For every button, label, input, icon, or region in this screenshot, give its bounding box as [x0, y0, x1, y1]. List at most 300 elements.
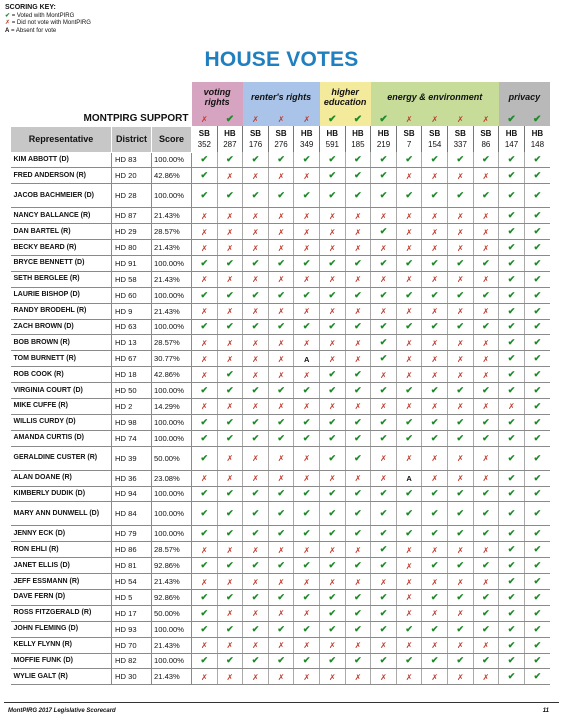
table-row	[11, 414, 551, 430]
check-icon: ✔	[226, 528, 234, 539]
vote-cell	[268, 240, 294, 256]
check-icon: ✔	[277, 623, 285, 634]
vote-cell	[192, 470, 218, 486]
vote-cell	[243, 621, 269, 637]
vote-cell	[268, 502, 294, 526]
cross-icon: ✗	[303, 545, 311, 555]
vote-cell	[345, 574, 371, 590]
bill-type: HB	[531, 129, 544, 138]
vote-cell	[320, 574, 346, 590]
bill-header	[217, 126, 243, 152]
cross-icon: ✗	[200, 474, 208, 484]
absent-marker: A	[5, 27, 10, 34]
cross-icon: ✗	[252, 474, 259, 484]
score-cell: 100.00%	[152, 383, 192, 399]
cross-icon: ✗	[456, 338, 464, 348]
check-icon: ✔	[302, 154, 311, 165]
district-cell: HD 74	[112, 430, 152, 446]
bill-number: 148	[530, 140, 545, 149]
table-row	[11, 486, 551, 502]
cross-icon: ✗	[482, 243, 490, 253]
cross-icon: ✗	[200, 275, 208, 285]
vote-cell	[268, 414, 294, 430]
vote-cell	[422, 558, 448, 574]
representative-name: SETH BERGLEE (R)	[11, 271, 112, 287]
vote-cell	[473, 414, 499, 430]
vote-cell	[294, 224, 320, 240]
check-icon: ✔	[379, 607, 388, 618]
vote-cell	[192, 502, 218, 526]
vote-cell	[192, 605, 218, 621]
check-icon: ✔	[507, 385, 516, 396]
check-icon: ✔	[328, 289, 337, 300]
cross-icon: ✗	[252, 370, 259, 380]
table-row	[11, 621, 551, 637]
cross-icon: ✗	[482, 338, 490, 348]
check-icon: ✔	[533, 289, 542, 300]
cross-icon: ✗	[226, 338, 234, 348]
vote-cell	[320, 319, 346, 335]
check-icon: ✔	[456, 190, 465, 201]
check-icon: ✔	[226, 154, 234, 165]
check-icon: ✔	[507, 560, 516, 571]
cross-icon: ✗	[456, 211, 464, 221]
check-icon: ✔	[405, 289, 413, 300]
vote-cell	[524, 414, 550, 430]
table-row	[11, 398, 551, 414]
vote-cell	[294, 526, 320, 542]
representative-name: JACOB BACHMEIER (D)	[11, 184, 112, 208]
vote-cell	[448, 653, 474, 669]
check-icon: ✔	[200, 591, 209, 602]
vote-cell	[422, 287, 448, 303]
cross-icon: ✗	[380, 370, 387, 380]
check-icon: ✔	[277, 385, 285, 396]
vote-cell	[268, 526, 294, 542]
check-icon: ✔	[328, 528, 337, 539]
support-cell	[473, 112, 499, 126]
vote-cell	[371, 470, 397, 486]
vote-cell	[243, 240, 269, 256]
bill-number: 352	[197, 140, 211, 149]
cross-icon: ✗	[456, 545, 464, 555]
bill-type: SB	[403, 129, 415, 138]
check-icon: ✔	[532, 113, 542, 125]
cross-icon: ✗	[431, 307, 439, 317]
check-icon: ✔	[507, 655, 516, 666]
vote-cell	[524, 335, 550, 351]
cross-icon: ✗	[431, 338, 439, 348]
cross-icon: ✗	[303, 577, 311, 587]
district-cell: HD 83	[112, 152, 152, 168]
vote-cell	[268, 367, 294, 383]
check-icon: ✔	[533, 655, 542, 666]
vote-cell	[448, 430, 474, 446]
check-icon: ✔	[302, 432, 311, 443]
vote-cell	[243, 558, 269, 574]
check-icon: ✔	[302, 623, 311, 634]
vote-cell	[422, 574, 448, 590]
vote-cell	[396, 398, 422, 414]
score-cell: 50.00%	[152, 605, 192, 621]
check-icon: ✔	[533, 273, 542, 284]
cross-icon: ✗	[405, 577, 413, 587]
bill-number: 219	[376, 140, 391, 149]
vote-cell	[448, 470, 474, 486]
check-icon: ✔	[379, 170, 388, 181]
vote-cell	[396, 208, 422, 224]
check-icon: ✔	[302, 508, 311, 519]
check-icon: ✔	[328, 432, 337, 443]
vote-cell	[396, 653, 422, 669]
vote-cell	[371, 398, 397, 414]
vote-cell	[320, 287, 346, 303]
cross-icon: ✗	[303, 171, 311, 181]
cross-icon: ✗	[405, 114, 413, 124]
vote-cell	[371, 271, 397, 287]
check-icon: ✔	[379, 337, 388, 348]
vote-cell	[345, 351, 371, 367]
vote-cell	[499, 414, 525, 430]
check-icon: ✔	[507, 170, 516, 181]
vote-cell	[345, 367, 371, 383]
vote-cell	[448, 184, 474, 208]
vote-cell	[499, 383, 525, 399]
cross-icon: ✗	[252, 454, 259, 464]
vote-cell	[192, 414, 218, 430]
representative-name: ROSS FITZGERALD (R)	[11, 605, 112, 621]
cross-icon: ✗	[200, 307, 208, 317]
check-icon: ✔	[379, 528, 388, 539]
vote-cell	[217, 589, 243, 605]
vote-cell	[294, 367, 320, 383]
vote-cell	[396, 574, 422, 590]
check-icon: ✔	[302, 560, 311, 571]
vote-cell	[268, 168, 294, 184]
score-cell: 21.43%	[152, 669, 192, 685]
check-icon: ✔	[277, 321, 285, 332]
check-icon: ✔	[533, 242, 542, 252]
check-icon: ✔	[328, 113, 337, 125]
check-icon: ✔	[507, 416, 516, 427]
vote-cell	[192, 255, 218, 271]
vote-cell	[473, 669, 499, 685]
vote-cell	[217, 184, 243, 208]
support-cell	[192, 112, 218, 126]
district-cell: HD 82	[112, 653, 152, 669]
check-icon: ✔	[533, 170, 542, 181]
scoring-key-item	[5, 13, 91, 21]
vote-cell	[396, 287, 422, 303]
table-row	[11, 589, 551, 605]
check-icon: ✔	[277, 257, 285, 268]
scoring-key-item	[5, 28, 91, 36]
district-cell: HD 18	[112, 367, 152, 383]
check-icon: ✔	[533, 560, 542, 571]
district-cell: HD 2	[112, 398, 152, 414]
support-cell	[396, 112, 422, 126]
vote-cell	[320, 486, 346, 502]
vote-cell	[422, 653, 448, 669]
house-votes-table	[10, 82, 550, 685]
representative-name: KIMBERLY DUDIK (D)	[11, 486, 112, 502]
cross-icon: ✗	[226, 275, 234, 285]
vote-cell	[499, 287, 525, 303]
cross-icon: ✗	[431, 211, 439, 221]
check-icon: ✔	[354, 508, 362, 519]
check-icon: ✔	[430, 289, 439, 300]
cross-icon: ✗	[482, 114, 490, 124]
vote-cell	[524, 287, 550, 303]
check-icon: ✔	[251, 416, 260, 427]
bill-type: HB	[352, 129, 364, 138]
absent-marker: A	[406, 474, 412, 484]
check-icon: ✔	[302, 528, 311, 539]
check-icon: ✔	[456, 591, 465, 602]
vote-cell	[268, 398, 294, 414]
check-icon: ✔	[533, 337, 542, 348]
cross-icon: ✗	[405, 211, 413, 221]
vote-cell	[294, 558, 320, 574]
vote-cell	[345, 637, 371, 653]
cross-icon: ✗	[380, 275, 387, 285]
check-icon: ✔	[226, 508, 234, 519]
score-cell: 100.00%	[152, 430, 192, 446]
check-icon: ✔	[354, 488, 362, 499]
check-icon: ✔	[354, 369, 362, 380]
vote-cell	[396, 224, 422, 240]
vote-cell	[422, 184, 448, 208]
vote-cell	[294, 398, 320, 414]
cross-icon: ✗	[303, 275, 311, 285]
vote-cell	[371, 255, 397, 271]
cross-icon: ✗	[380, 474, 387, 484]
vote-cell	[499, 669, 525, 685]
check-icon: ✔	[430, 154, 439, 165]
check-icon: ✔	[302, 321, 311, 332]
vote-cell	[422, 470, 448, 486]
vote-cell	[217, 446, 243, 470]
cross-icon: ✗	[456, 577, 464, 587]
vote-cell	[217, 486, 243, 502]
vote-cell	[473, 470, 499, 486]
cross-icon: ✗	[303, 672, 311, 682]
representative-name: MIKE CUFFE (R)	[11, 398, 112, 414]
table-row	[11, 558, 551, 574]
bill-type: SB	[275, 129, 287, 138]
check-icon: ✔	[302, 591, 311, 602]
check-icon: ✔	[430, 488, 439, 499]
vote-cell	[524, 470, 550, 486]
vote-cell	[294, 255, 320, 271]
check-icon: ✔	[251, 257, 260, 268]
check-icon: ✔	[354, 623, 362, 634]
check-icon: ✔	[533, 226, 542, 237]
check-icon: ✔	[226, 623, 234, 634]
vote-cell	[268, 184, 294, 208]
cross-icon: ✗	[252, 672, 259, 682]
vote-cell	[320, 414, 346, 430]
vote-cell	[243, 184, 269, 208]
check-icon: ✔	[277, 416, 285, 427]
vote-cell	[473, 152, 499, 168]
bill-type: SB	[249, 129, 262, 138]
vote-cell	[243, 653, 269, 669]
vote-cell	[192, 446, 218, 470]
vote-cell	[396, 303, 422, 319]
check-icon: ✔	[533, 416, 542, 427]
vote-cell	[473, 184, 499, 208]
vote-cell	[294, 240, 320, 256]
vote-cell	[422, 224, 448, 240]
vote-cell	[473, 621, 499, 637]
vote-cell	[268, 589, 294, 605]
district-cell: HD 58	[112, 271, 152, 287]
table-body	[11, 152, 551, 685]
vote-cell	[396, 558, 422, 574]
vote-cell	[217, 653, 243, 669]
vote-cell	[294, 335, 320, 351]
vote-cell	[294, 470, 320, 486]
column-header-score: Score	[152, 126, 192, 152]
cross-icon: ✗	[456, 370, 464, 380]
check-icon: ✔	[430, 508, 439, 519]
vote-cell	[371, 367, 397, 383]
cross-icon: ✗	[405, 227, 413, 237]
cross-icon: ✗	[354, 545, 362, 555]
cross-icon: ✗	[200, 211, 208, 221]
vote-cell	[345, 526, 371, 542]
vote-cell	[524, 502, 550, 526]
check-icon: ✔	[379, 508, 388, 519]
vote-cell	[499, 526, 525, 542]
check-icon: ✔	[379, 655, 388, 666]
vote-cell	[448, 398, 474, 414]
vote-cell	[371, 502, 397, 526]
vote-cell	[320, 558, 346, 574]
cross-icon: ✗	[252, 577, 259, 587]
check-icon: ✔	[200, 385, 209, 396]
cross-icon: ✗	[252, 354, 259, 364]
table-row	[11, 430, 551, 446]
cross-icon: ✗	[354, 641, 362, 651]
check-icon: ✔	[251, 289, 260, 300]
vote-cell	[192, 430, 218, 446]
vote-cell	[345, 414, 371, 430]
representative-name: WYLIE GALT (R)	[11, 669, 112, 685]
cross-icon: ✗	[252, 545, 259, 555]
vote-cell	[473, 574, 499, 590]
cross-icon: ✗	[226, 307, 234, 317]
vote-cell	[473, 335, 499, 351]
support-cell	[294, 112, 320, 126]
vote-cell	[243, 414, 269, 430]
vote-cell	[524, 367, 550, 383]
check-icon: ✔	[354, 257, 362, 268]
cross-icon: ✗	[226, 402, 234, 412]
bill-header	[243, 126, 269, 152]
cross-icon: ✗	[277, 545, 285, 555]
score-cell: 100.00%	[152, 486, 192, 502]
vote-cell	[268, 558, 294, 574]
cross-icon: ✗	[431, 609, 439, 619]
vote-cell	[192, 486, 218, 502]
vote-cell	[217, 303, 243, 319]
check-icon: ✔	[533, 210, 542, 221]
vote-cell	[422, 319, 448, 335]
vote-cell	[320, 335, 346, 351]
vote-cell	[371, 240, 397, 256]
check-icon: ✔	[405, 416, 413, 427]
table-row	[11, 351, 551, 367]
bill-header	[268, 126, 294, 152]
score-cell: 100.00%	[152, 526, 192, 542]
cross-icon: ✗	[252, 609, 259, 619]
cross-icon: ✗	[405, 354, 413, 364]
vote-cell	[243, 542, 269, 558]
cross-icon: ✗	[252, 402, 259, 412]
district-cell: HD 91	[112, 255, 152, 271]
check-icon: ✔	[226, 591, 234, 602]
vote-cell	[422, 367, 448, 383]
cross-icon: ✗	[482, 227, 490, 237]
vote-cell	[192, 526, 218, 542]
vote-cell	[499, 446, 525, 470]
cross-icon: ✗	[354, 275, 362, 285]
vote-cell	[192, 589, 218, 605]
cross-icon: ✗	[252, 641, 259, 651]
check-icon: ✔	[200, 289, 209, 300]
cross-icon: ✗	[252, 275, 259, 285]
vote-cell	[294, 208, 320, 224]
representative-name: BRYCE BENNETT (D)	[11, 255, 112, 271]
cross-icon: ✗	[405, 402, 413, 412]
check-icon: ✔	[328, 488, 337, 499]
check-icon: ✔	[456, 655, 465, 666]
vote-cell	[294, 653, 320, 669]
vote-cell	[524, 637, 550, 653]
check-icon: ✔	[507, 544, 516, 555]
vote-cell	[294, 184, 320, 208]
cross-icon: ✗	[303, 338, 311, 348]
district-cell: HD 29	[112, 224, 152, 240]
cross-icon: ✗	[431, 672, 439, 682]
bill-type: HB	[224, 129, 236, 138]
cross-icon: ✗	[252, 338, 259, 348]
bill-number: 176	[248, 140, 263, 149]
score-cell: 100.00%	[152, 287, 192, 303]
table-row	[11, 470, 551, 486]
vote-cell	[524, 589, 550, 605]
check-icon: ✔	[507, 488, 516, 499]
check-icon: ✔	[226, 655, 234, 666]
score-cell: 100.00%	[152, 184, 192, 208]
check-icon: ✔	[482, 257, 490, 268]
check-icon: ✔	[328, 170, 337, 181]
district-cell: HD 30	[112, 669, 152, 685]
vote-cell	[473, 605, 499, 621]
cross-icon: ✗	[380, 577, 387, 587]
page-number: 11	[542, 708, 549, 714]
check-icon: ✔	[533, 544, 542, 555]
bill-number: 147	[504, 140, 519, 149]
vote-cell	[499, 240, 525, 256]
vote-cell	[422, 208, 448, 224]
score-cell: 42.86%	[152, 367, 192, 383]
table-header	[11, 82, 551, 152]
vote-cell	[499, 255, 525, 271]
check-icon: ✔	[482, 623, 490, 634]
